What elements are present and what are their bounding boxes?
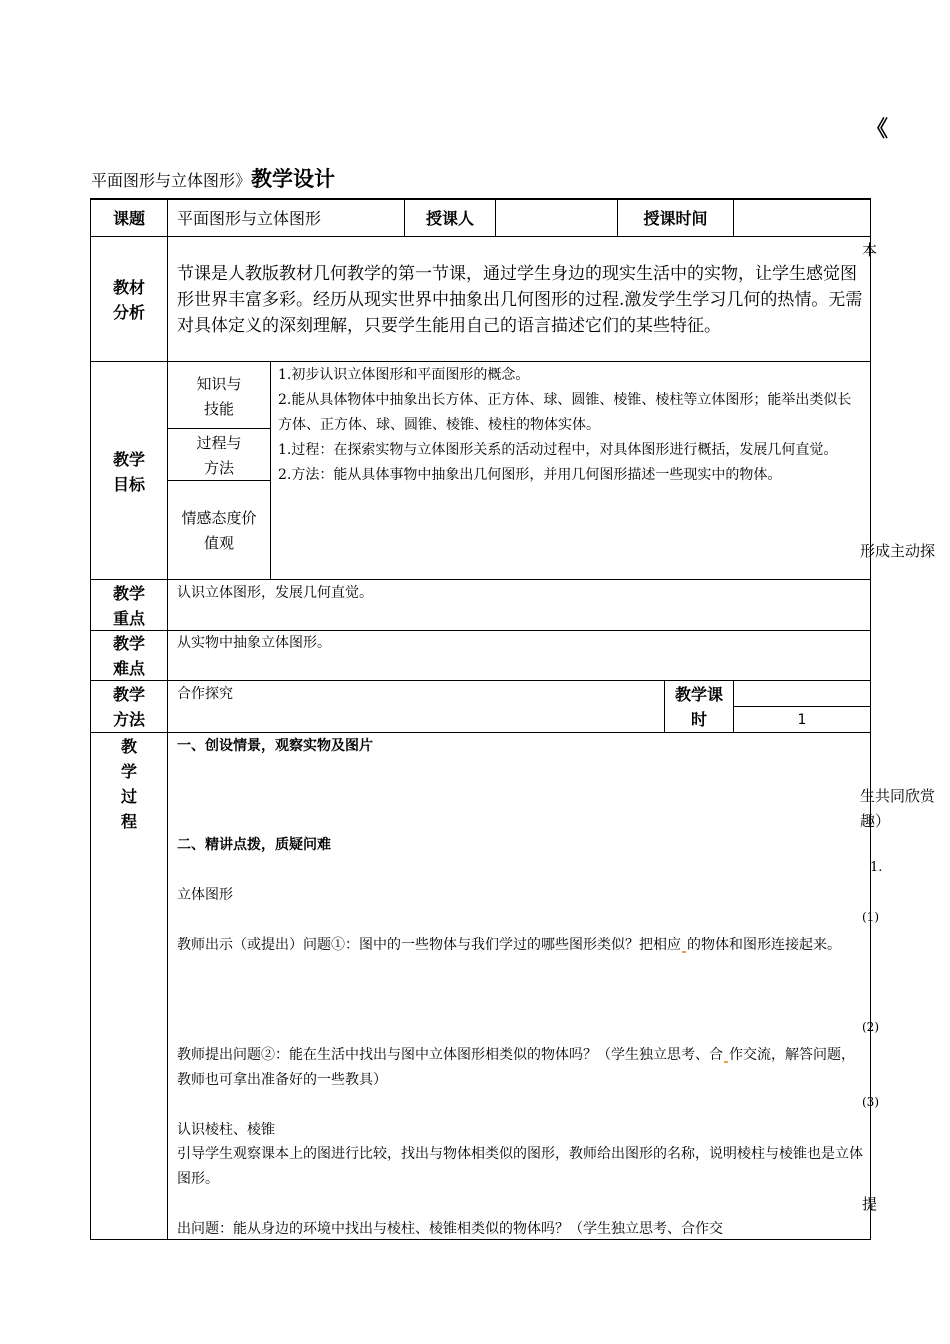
hours-value: 1 xyxy=(797,712,807,728)
process-subheading-solid: 立体图形 xyxy=(177,887,233,903)
side-fragment: (2) xyxy=(862,1020,879,1034)
title-main: 教学设计 xyxy=(251,166,336,191)
goal-knowledge-label: 知识与 技能 xyxy=(196,375,242,418)
side-fragment: 提 xyxy=(862,1195,878,1213)
title-open-bracket: 《 xyxy=(866,116,889,142)
process-heading-2: 二、精讲点拨，质疑问难 xyxy=(177,837,331,853)
side-fragment: 趣） xyxy=(860,812,891,830)
title-prefix: 平面图形与立体图形》 xyxy=(91,171,252,190)
side-fragment: (1) xyxy=(862,910,879,924)
process-question-3: 出问题：能从身边的环境中找出与棱柱、棱锥相类似的物体吗？（学生独立思考、合作交 xyxy=(177,1221,723,1237)
analysis-text: 节课是人教版教材几何教学的第一节课，通过学生身边的现实生活中的实物，让学生感觉图形世界丰富多彩。经历从现实世界中抽象出几何图形的过程.激发学生学习几何的热情。无需对具体定义的深刻理解，只要学生能用自己的语言描述它们的某些特征。 xyxy=(177,264,863,336)
process-question-2: 教师提出问题②：能在生活中找出与图中立体图形相类似的物体吗？（学生独立思考、合 作交流，解答问题，教师也可拿出准备好的一些教具） xyxy=(177,1047,855,1088)
process-question-1: 教师出示（或提出）问题①：图中的一些物体与我们学过的哪些图形类似？把相应 的物体和图形连接起来。 xyxy=(177,937,841,953)
time-label: 授课时间 xyxy=(643,209,708,228)
process-heading-1: 一、创设情景，观察实物及图片 xyxy=(177,738,373,754)
side-fragment: 1. xyxy=(870,860,883,875)
side-fragment: 形成主动探 xyxy=(860,542,936,560)
goal-item: 2.能从具体物体中抽象出长方体、正方体、球、圆锥、棱锥、棱柱等立体图形；能举出类似长方体、正方体、球、圆锥、棱锥、棱柱的物体实体。 xyxy=(278,392,852,433)
process-guide: 引导学生观察课本上的图进行比较，找出与物体相类似的图形，教师给出图形的名称，说明棱柱与棱锥也是立体图形。 xyxy=(177,1146,863,1187)
key-label: 教学 重点 xyxy=(112,584,145,628)
hours-label: 教学课 时 xyxy=(674,685,723,729)
analysis-label: 教材 分析 xyxy=(112,278,145,322)
goal-item: 1.过程：在探索实物与立体图形关系的活动过程中，对具体图形进行概括，发展几何直觉。 xyxy=(278,442,838,458)
side-fragment: 生共同欣赏 xyxy=(860,787,936,805)
edit-mark xyxy=(682,951,686,953)
goal-attitude-label: 情感态度价 值观 xyxy=(181,509,257,552)
topic-value: 平面图形与立体图形 xyxy=(177,209,322,228)
difficult-label: 教学 难点 xyxy=(112,634,145,678)
topic-label: 课题 xyxy=(112,209,145,228)
goal-process-label: 过程与 方法 xyxy=(196,434,242,477)
method-label: 教学 方法 xyxy=(112,685,145,729)
process-subheading-prism: 认识棱柱、棱锥 xyxy=(177,1122,275,1138)
side-fragment: (3) xyxy=(862,1095,879,1109)
method-text: 合作探究 xyxy=(177,686,233,702)
teacher-label: 授课人 xyxy=(425,209,474,228)
process-label: 教 学 过 程 xyxy=(120,737,137,831)
goal-item: 1.初步认识立体图形和平面图形的概念。 xyxy=(278,367,530,383)
goals-text xyxy=(278,363,864,488)
goal-item: 2.方法：能从具体事物中抽象出几何图形，并用几何图形描述一些现实中的物体。 xyxy=(278,467,782,483)
page-title xyxy=(91,163,335,193)
key-text: 认识立体图形，发展几何直觉。 xyxy=(177,585,373,601)
goals-label: 教学 目标 xyxy=(112,450,145,494)
side-fragment: 本 xyxy=(862,241,878,259)
difficult-text: 从实物中抽象立体图形。 xyxy=(177,635,331,651)
edit-mark xyxy=(724,1061,728,1063)
